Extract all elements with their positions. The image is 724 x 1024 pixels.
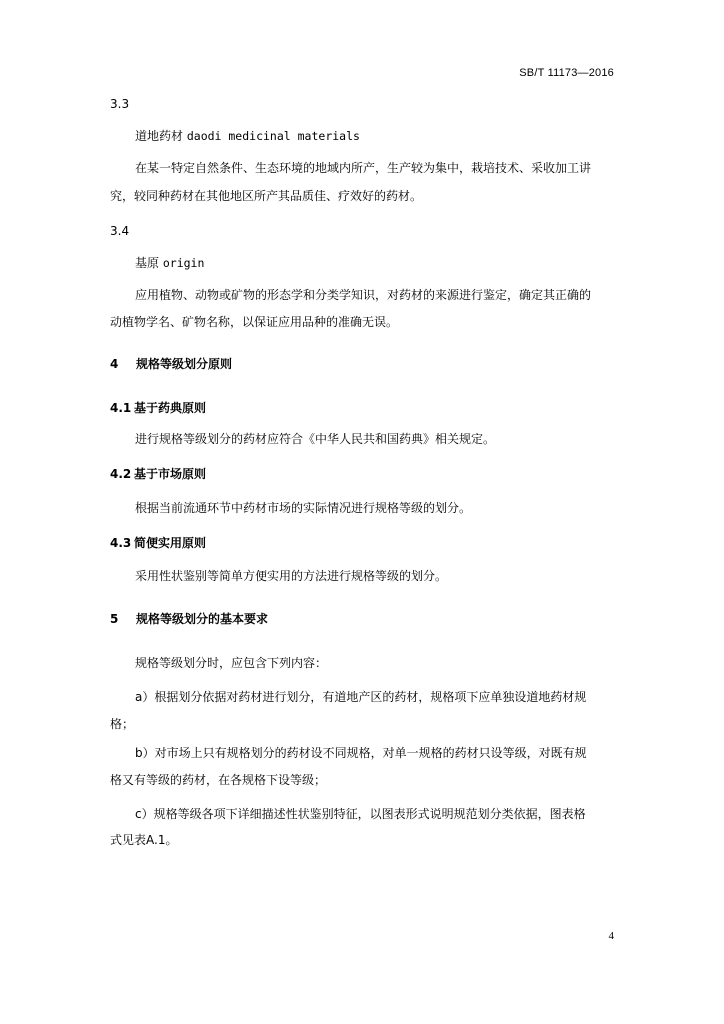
clause-title-4-2: 基于市场原则 (134, 467, 207, 481)
standard-code-header: SB/T 11173—2016 (519, 67, 614, 79)
clause-number-4-1: 4.1 (110, 401, 132, 415)
page-number: 4 (608, 930, 614, 942)
definition-3-4-line2: 动植物学名、矿物名称，以保证应用品种的准确无误。 (110, 315, 399, 329)
definition-3-4-line1: 应用植物、动物或矿物的形态学和分类学知识，对药材的来源进行鉴定，确定其正确的 (135, 288, 592, 302)
item-b-line2: 格又有等级的药材，在各规格下设等级； (110, 773, 327, 787)
clause-heading-4-3 (110, 535, 206, 551)
clause-title-4-3: 简便实用原则 (134, 536, 207, 550)
clause-number-3-4: 3.4 (110, 224, 130, 238)
section-5-intro: 规格等级划分时，应包含下列内容： (135, 656, 328, 670)
clause-text-4-2: 根据当前流通环节中药材市场的实际情况进行规格等级的划分。 (135, 501, 472, 515)
section-heading-5 (110, 611, 268, 627)
item-a-line2: 格； (110, 717, 135, 731)
term-cn-3-4: 基原 (135, 256, 160, 270)
clause-text-4-1: 进行规格等级划分的药材应符合《中华人民共和国药典》相关规定。 (135, 432, 496, 446)
definition-3-3-line2: 究，较同种药材在其他地区所产其品质佳、疗效好的药材。 (110, 189, 423, 203)
term-en-3-4: origin (162, 256, 205, 270)
item-b-line1: b）对市场上只有规格划分的药材设不同规格，对单一规格的药材只设等级，对既有规 (135, 746, 587, 760)
clause-heading-4-1 (110, 400, 206, 416)
section-number-4: 4 (110, 357, 119, 371)
clause-number-4-2: 4.2 (110, 467, 132, 481)
term-3-4 (135, 255, 204, 271)
definition-3-3-line1: 在某一特定自然条件、生态环境的地域内所产，生产较为集中，栽培技术、采收加工讲 (135, 161, 592, 175)
section-title-4: 规格等级划分原则 (136, 357, 233, 371)
clause-title-4-1: 基于药典原则 (134, 401, 207, 415)
clause-text-4-3: 采用性状鉴别等简单方便实用的方法进行规格等级的划分。 (135, 569, 448, 583)
term-cn-3-3: 道地药材 (135, 129, 184, 143)
clause-heading-4-2 (110, 466, 206, 482)
item-c-line1: c）规格等级各项下详细描述性状鉴别特征，以图表形式说明规范划分类依据，图表格 (135, 807, 586, 821)
section-title-5: 规格等级划分的基本要求 (136, 612, 269, 626)
term-en-3-3: daodi medicinal materials (186, 129, 360, 143)
item-c-line2: 式见表A.1。 (110, 833, 178, 847)
item-a-line1: a）根据划分依据对药材进行划分，有道地产区的药材，规格项下应单独设道地药材规 (135, 690, 587, 704)
clause-number-3-3: 3.3 (110, 97, 130, 111)
section-heading-4 (110, 356, 232, 372)
term-3-3 (135, 128, 360, 144)
section-number-5: 5 (110, 612, 119, 626)
clause-number-4-3: 4.3 (110, 536, 132, 550)
